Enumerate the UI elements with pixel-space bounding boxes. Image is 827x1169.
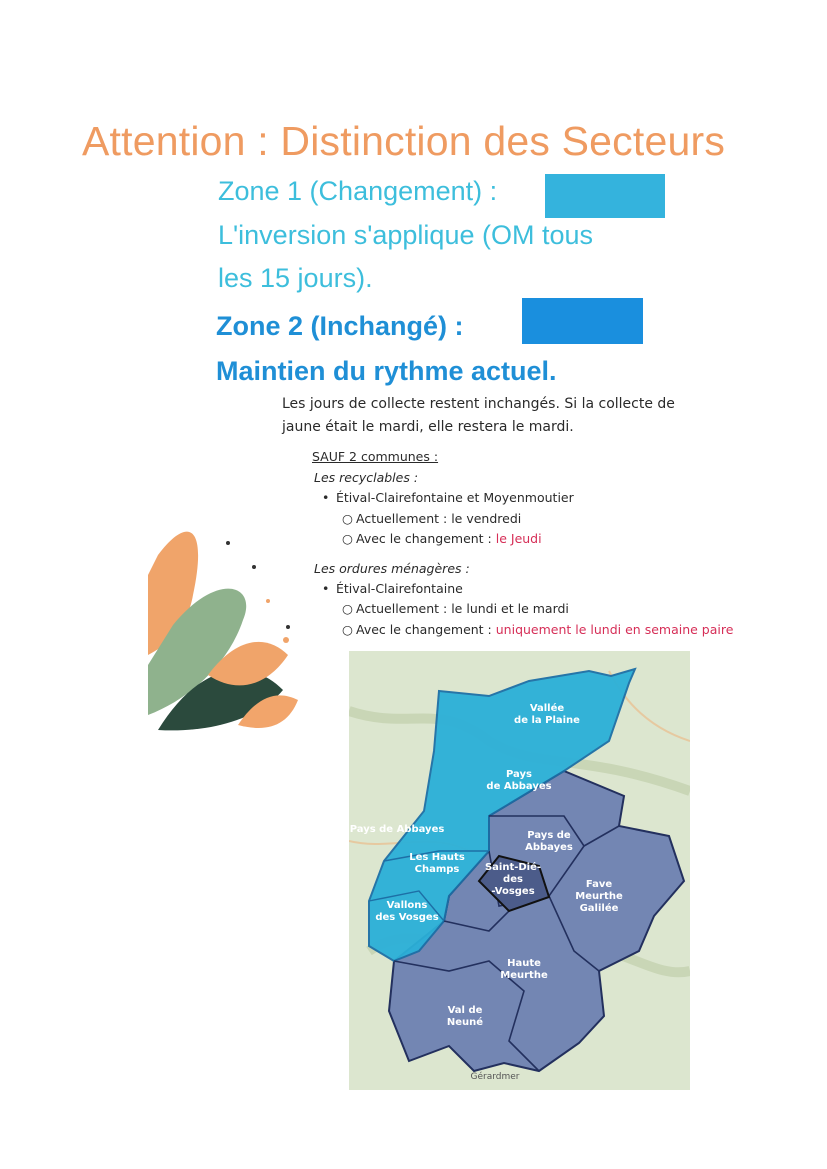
svg-text:Les HautsChamps: [409, 852, 465, 875]
label-val-1: Val de: [447, 1005, 483, 1016]
label-hauts-1: Les Hauts: [409, 852, 465, 863]
label-saint-die-2: des: [503, 874, 523, 885]
circle-bullet-icon: ○: [342, 622, 353, 637]
svg-text:Pays de Abbayes: [350, 824, 445, 835]
label-fave-3: Galilée: [579, 903, 619, 914]
label-val-2: Neuné: [446, 1017, 484, 1028]
ordures-current: [342, 601, 569, 616]
ordures-current-prefix: Actuellement :: [356, 601, 452, 616]
recyclables-commune: [322, 490, 574, 505]
label-hauts-2: Champs: [414, 864, 460, 875]
recyclables-current-prefix: Actuellement :: [356, 511, 452, 526]
label-saint-die-1: Saint-Dié-: [484, 862, 542, 873]
circle-bullet-icon: ○: [342, 601, 353, 616]
page-title: Attention : Distinction des Secteurs: [82, 118, 726, 164]
intro-line1: Les jours de collecte restent inchangés. Si la collecte de: [282, 396, 675, 412]
label-vallons-1: Vallons: [386, 900, 428, 911]
recyclables-current: [342, 511, 521, 526]
ordures-label: Les ordures ménagères :: [314, 561, 470, 576]
svg-text:HauteMeurthe: [500, 958, 548, 981]
recyclables-commune-text: Étival-Clairefontaine et Moyenmoutier: [336, 490, 574, 505]
recyclables-change-prefix: Avec le changement :: [356, 531, 496, 546]
label-saint-die-3: -Vosges: [491, 886, 535, 897]
circle-bullet-icon: ○: [342, 531, 353, 546]
circle-bullet-icon: ○: [342, 511, 353, 526]
label-pays-e-1: Pays de: [527, 830, 571, 841]
zone1-line2: les 15 jours).: [218, 263, 373, 293]
svg-text:Pays deAbbayes: [525, 830, 573, 853]
recyclables-change: [342, 531, 542, 546]
recyclables-label: Les recyclables :: [314, 470, 419, 485]
ordures-change-prefix: Avec le changement :: [356, 622, 496, 637]
intro-line2: jaune était le mardi, elle restera le mardi.: [282, 419, 574, 435]
ordures-commune: [322, 581, 463, 596]
label-fave-1: Fave: [585, 879, 613, 890]
zone1-color-swatch: [545, 174, 665, 218]
zone1-line1: L'inversion s'applique (OM tous: [218, 220, 593, 250]
bullet-icon: •: [322, 490, 330, 505]
label-gerardmer: Gérardmer: [470, 1072, 520, 1082]
label-pays-w: Pays de Abbayes: [349, 824, 445, 835]
ordures-change-value: uniquement le lundi en semaine paire: [495, 622, 734, 637]
zone2-line1: Maintien du rythme actuel.: [216, 356, 557, 386]
zone2-color-swatch: [522, 298, 643, 344]
zone1-heading: Zone 1 (Changement) :: [218, 176, 498, 206]
label-vallee-1: Vallée: [529, 703, 565, 714]
label-pays-n-1: Pays: [506, 769, 532, 780]
zone2-heading: Zone 2 (Inchangé) :: [216, 311, 464, 341]
label-fave-2: Meurthe: [575, 891, 623, 902]
label-pays-e-2: Abbayes: [525, 842, 573, 853]
recyclables-current-value: le vendredi: [451, 511, 522, 526]
bullet-icon: •: [322, 581, 330, 596]
svg-text:Val deNeuné: [447, 1005, 483, 1028]
label-vallee-2: de la Plaine: [514, 715, 580, 726]
ordures-current-value: le lundi et le mardi: [451, 601, 569, 616]
exceptions-heading: SAUF 2 communes :: [312, 449, 439, 464]
ordures-change: [342, 622, 733, 637]
label-pays-n-2: de Abbayes: [486, 781, 552, 792]
decorative-leaves-illustration: [148, 515, 310, 735]
recyclables-change-value: le Jeudi: [495, 531, 542, 546]
label-vallons-2: des Vosges: [375, 912, 439, 923]
label-haute-1: Haute: [507, 958, 541, 969]
sector-map: [349, 651, 690, 1090]
ordures-commune-text: Étival-Clairefontaine: [336, 581, 463, 596]
label-haute-2: Meurthe: [500, 970, 548, 981]
